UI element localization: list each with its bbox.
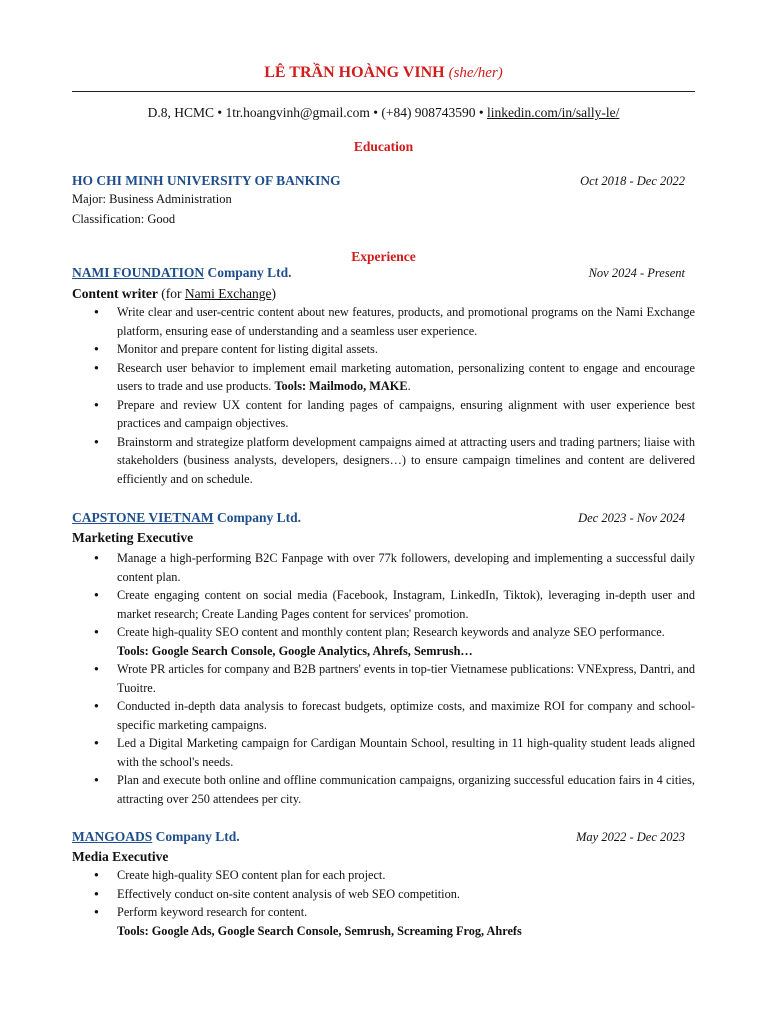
school-name: HO CHI MINH UNIVERSITY OF BANKING <box>72 173 341 188</box>
list-item: ● Write clear and user-centric content about new features, products, and promotional programs on the Nami Exchange platform, ensuring ease of understanding and a seamless user experience. <box>72 303 695 340</box>
list-item <box>72 623 695 660</box>
experience-heading: Experience <box>351 249 416 264</box>
company-link-capstone[interactable]: CAPSTONE VIETNAM <box>72 510 214 525</box>
list-item: ● Research user behavior to implement email marketing automation, personalizing content to engage and encourage users to trade and use products. Tools: Mailmodo, MAKE. <box>72 359 695 396</box>
list-item: ● Conducted in-depth data analysis to forecast budgets, optimize costs, and maximize ROI for company and school-specific marketing campaigns. <box>72 697 695 734</box>
list-item: ● Perform keyword research for content. <box>72 903 695 922</box>
education-dates: Oct 2018 - Dec 2022 <box>580 174 685 188</box>
education-heading: Education <box>353 139 414 154</box>
bullets-capstone <box>72 549 695 808</box>
bullets-mangoads <box>72 866 695 940</box>
role-capstone <box>72 530 193 546</box>
list-item: ● Led a Digital Marketing campaign for Cardigan Mountain School, resulting in 11 high-quality student leads aligned with the school's needs. <box>72 734 695 771</box>
list-item: ● Monitor and prepare content for listing digital assets. <box>72 340 695 359</box>
job-dates-nami: Nov 2024 - Present <box>588 266 685 280</box>
role-extra-prefix: (for <box>157 286 185 301</box>
list-item: ● Prepare and review UX content for landing pages of campaigns, ensuring alignment with user experience best practices and campaign objectives. <box>72 396 695 433</box>
bullets-nami <box>72 303 695 488</box>
job-dates-mangoads: May 2022 - Dec 2023 <box>576 830 685 844</box>
list-item: ● Effectively conduct on-site content analysis of web SEO competition. <box>72 885 695 904</box>
company-suffix: Company Ltd. <box>213 510 302 525</box>
linkedin-link[interactable]: linkedin.com/in/sally-le/ <box>487 105 620 120</box>
contact-text: D.8, HCMC • 1tr.hoangvinh@gmail.com • (+84) 908743590 • <box>147 105 488 120</box>
list-item: ● Brainstorm and strategize platform development campaigns aimed at attracting users and trading partners; liaise with stakeholders (business analysts, developers, designers…) to ensure campaign timelines and content are delivered efficiently and on schedule. <box>72 433 695 489</box>
list-item: ● Wrote PR articles for company and B2B partners' events in top-tier Vietnamese publications: VNExpress, Dantri, and Tuoitre. <box>72 660 695 697</box>
role-extra-suffix: ) <box>271 286 276 301</box>
contact-line <box>72 105 695 121</box>
company-suffix: Company Ltd. <box>204 265 292 280</box>
education-major: Major: Business Administration <box>72 192 232 206</box>
company-capstone <box>72 510 301 526</box>
header-divider <box>72 91 695 92</box>
role-title: Content writer <box>72 286 158 301</box>
education-classification: Classification: Good <box>72 212 176 226</box>
list-item: ● Manage a high-performing B2C Fanpage with over 77k followers, developing and implementing a successful daily content plan. <box>72 549 695 586</box>
company-mangoads <box>72 829 240 845</box>
resume-name <box>72 64 695 82</box>
pronouns: (she/her) <box>448 65 503 81</box>
tools-line <box>72 922 695 941</box>
nami-exchange-link[interactable]: Nami Exchange <box>184 286 272 301</box>
role-mangoads <box>72 849 168 865</box>
bullet-text: Create high-quality SEO content and monthly content plan; Research keywords and analyze SEO performance. <box>117 625 665 639</box>
role-title: Marketing Executive <box>72 530 194 545</box>
list-item: ● Plan and execute both online and offline communication campaigns, organizing successful education fairs in 4 cities, attracting over 250 attendees per city. <box>72 771 695 808</box>
list-item: ● Create high-quality SEO content plan for each project. <box>72 866 695 885</box>
full-name: LÊ TRẦN HOÀNG VINH <box>264 64 445 81</box>
company-suffix: Company Ltd. <box>152 829 240 844</box>
role-title: Media Executive <box>72 849 169 864</box>
list-item: ● Create engaging content on social media (Facebook, Instagram, LinkedIn, Tiktok), leveraging in-depth user and market research; Create Landing Pages content for services' promotion. <box>72 586 695 623</box>
job-dates-capstone: Dec 2023 - Nov 2024 <box>578 511 685 525</box>
company-nami <box>72 265 292 281</box>
tools-nami: Tools: Mailmodo, MAKE <box>274 379 408 393</box>
company-link-nami[interactable]: NAMI FOUNDATION <box>72 265 205 280</box>
tools-mangoads: Tools: Google Ads, Google Search Console, Semrush, Screaming Frog, Ahrefs <box>117 923 522 938</box>
role-nami <box>72 286 276 302</box>
bullet-text: Research user behavior to implement email marketing automation, personalizing content to engage and encourage users to trade and use products. <box>117 360 695 393</box>
tools-capstone: Tools: Google Search Console, Google Analytics, Ahrefs, Semrush… <box>117 643 473 658</box>
company-link-mangoads[interactable]: MANGOADS <box>72 829 153 844</box>
